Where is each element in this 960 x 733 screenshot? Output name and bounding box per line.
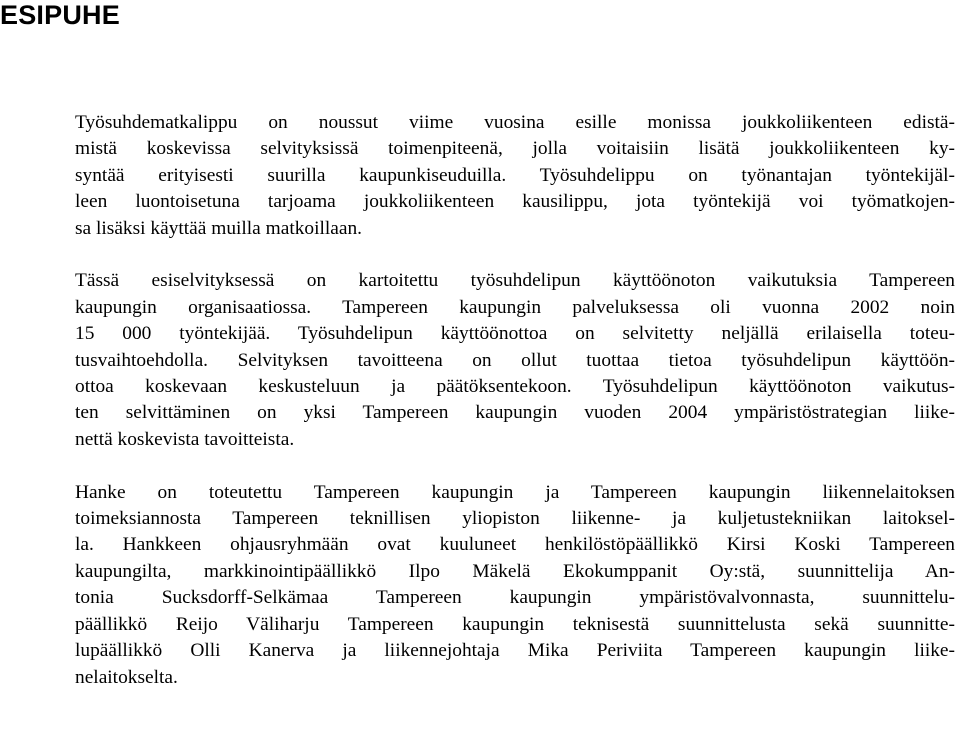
text-line: nelaitokselta. — [75, 666, 178, 688]
text-line: nettä koskevista tavoitteista. — [75, 428, 295, 450]
text-line: syntää erityisesti suurilla kaupunkiseuduilla. Työsuhdelippu on työnantajan työntekijäl- — [75, 164, 955, 186]
text-line: 15 000 työntekijää. Työsuhdelipun käyttöönottoa on selvitetty neljällä erilaisella toteu- — [75, 323, 955, 345]
text-line: ottoa koskevaan keskusteluun ja päätöksentekoon. Työsuhdelipun käyttöönoton vaikutus- — [75, 376, 955, 398]
document-body — [75, 110, 955, 717]
paragraph-1 — [75, 110, 955, 242]
text-line: lupäällikkö Olli Kanerva ja liikennejohtaja Mika Periviita Tampereen kaupungin liike- — [75, 640, 955, 662]
text-line: la. Hankkeen ohjausryhmään ovat kuuluneet henkilöstöpäällikkö Kirsi Koski Tampereen — [75, 534, 955, 556]
text-line: mistä koskevissa selvityksissä toimenpiteenä, jolla voitaisiin lisätä joukkoliikenteen ky- — [75, 138, 955, 160]
text-line: sa lisäksi käyttää muilla matkoillaan. — [75, 217, 363, 239]
text-line: Työsuhdematkalippu on noussut viime vuosina esille monissa joukkoliikenteen edistä- — [75, 112, 955, 133]
text-line: Tässä esiselvityksessä on kartoitettu työsuhdelipun käyttöönoton vaikutuksia Tampereen — [75, 270, 955, 292]
text-line: kaupungilta, markkinointipäällikkö Ilpo Mäkelä Ekokumppanit Oy:stä, suunnittelija An- — [75, 560, 955, 582]
page-heading: ESIPUHE — [0, 0, 120, 30]
text-line: tonia Sucksdorff-Selkämaa Tampereen kaupungin ympäristövalvonnasta, suunnittelu- — [75, 587, 955, 609]
text-line: kaupungin organisaatiossa. Tampereen kaupungin palveluksessa oli vuonna 2002 noin — [75, 296, 955, 318]
text-line: päällikkö Reijo Väliharju Tampereen kaupungin teknisestä suunnittelusta sekä suunnitte- — [75, 613, 955, 635]
text-line: leen luontoisetuna tarjoama joukkoliikenteen kausilippu, jota työntekijä voi työmatkojen- — [75, 191, 955, 213]
paragraph-3 — [75, 480, 955, 691]
text-line: toimeksiannosta Tampereen teknillisen yliopiston liikenne- ja kuljetustekniikan laitoksel- — [75, 508, 955, 530]
paragraph-2 — [75, 268, 955, 453]
text-line: tusvaihtoehdolla. Selvityksen tavoitteena on ollut tuottaa tietoa työsuhdelipun käyttöön- — [75, 349, 955, 371]
text-line: Hanke on toteutettu Tampereen kaupungin ja Tampereen kaupungin liikennelaitoksen — [75, 481, 955, 503]
text-line: ten selvittäminen on yksi Tampereen kaupungin vuoden 2004 ympäristöstrategian liike- — [75, 402, 955, 424]
